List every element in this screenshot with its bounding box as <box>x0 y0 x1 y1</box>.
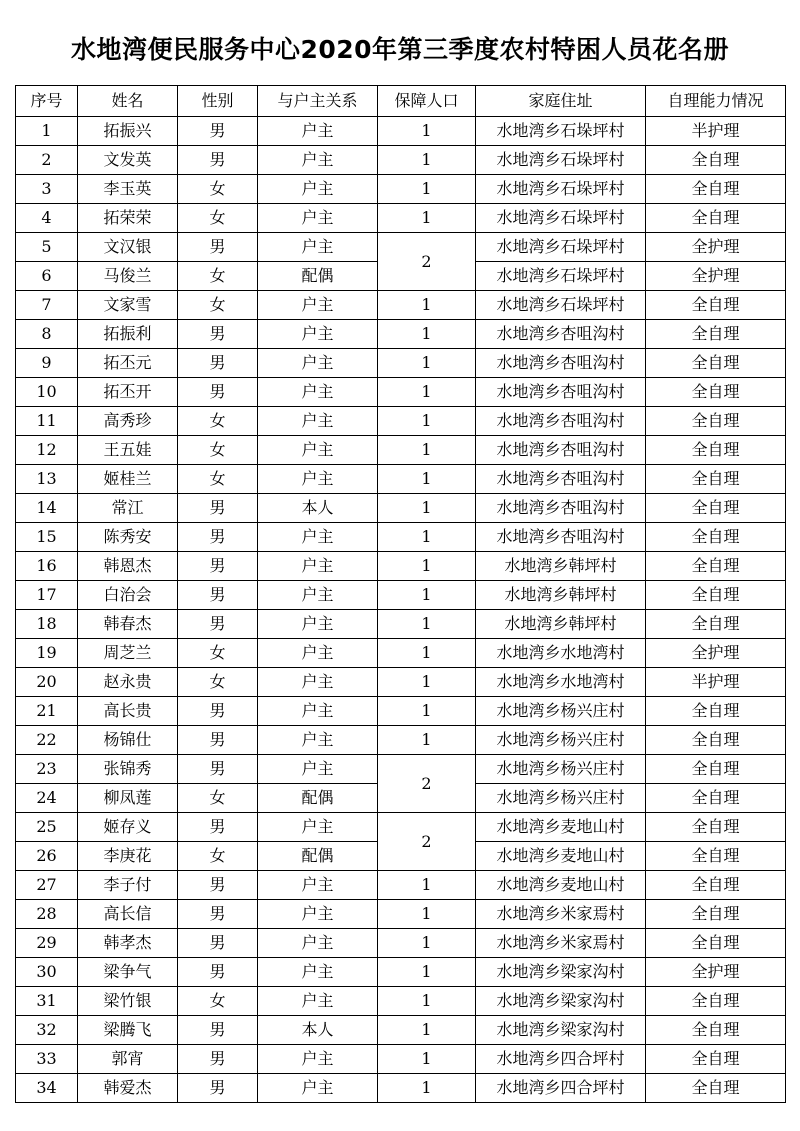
cell-population: 1 <box>378 1074 476 1103</box>
cell-no: 9 <box>16 349 78 378</box>
cell-gender: 男 <box>178 523 258 552</box>
cell-no: 34 <box>16 1074 78 1103</box>
cell-name: 韩恩杰 <box>78 552 178 581</box>
cell-relation: 户主 <box>258 349 378 378</box>
cell-ability: 全自理 <box>646 1045 786 1074</box>
header-no: 序号 <box>16 86 78 117</box>
cell-ability: 全自理 <box>646 436 786 465</box>
table-row <box>16 233 786 262</box>
cell-name: 常江 <box>78 494 178 523</box>
cell-name: 赵永贵 <box>78 668 178 697</box>
cell-population: 1 <box>378 436 476 465</box>
cell-ability: 全护理 <box>646 958 786 987</box>
cell-name: 姬桂兰 <box>78 465 178 494</box>
cell-gender: 女 <box>178 291 258 320</box>
cell-name: 柳凤莲 <box>78 784 178 813</box>
cell-address: 水地湾乡杏咀沟村 <box>476 378 646 407</box>
cell-name: 韩春杰 <box>78 610 178 639</box>
cell-name: 马俊兰 <box>78 262 178 291</box>
cell-ability: 全自理 <box>646 523 786 552</box>
cell-gender: 女 <box>178 204 258 233</box>
cell-name: 姬存义 <box>78 813 178 842</box>
cell-gender: 女 <box>178 987 258 1016</box>
cell-gender: 男 <box>178 755 258 784</box>
cell-no: 19 <box>16 639 78 668</box>
cell-no: 20 <box>16 668 78 697</box>
table-body <box>16 117 786 1103</box>
cell-address: 水地湾乡水地湾村 <box>476 668 646 697</box>
cell-address: 水地湾乡梁家沟村 <box>476 958 646 987</box>
cell-no: 24 <box>16 784 78 813</box>
cell-ability: 全自理 <box>646 842 786 871</box>
cell-name: 陈秀安 <box>78 523 178 552</box>
cell-gender: 女 <box>178 407 258 436</box>
cell-relation: 配偶 <box>258 784 378 813</box>
cell-no: 12 <box>16 436 78 465</box>
cell-no: 1 <box>16 117 78 146</box>
cell-ability: 全自理 <box>646 349 786 378</box>
cell-relation: 户主 <box>258 639 378 668</box>
table-header <box>16 86 786 117</box>
cell-name: 张锦秀 <box>78 755 178 784</box>
cell-name: 拓荣荣 <box>78 204 178 233</box>
cell-name: 拓丕开 <box>78 378 178 407</box>
cell-address: 水地湾乡石垛坪村 <box>476 146 646 175</box>
table-row <box>16 1016 786 1045</box>
cell-gender: 男 <box>178 610 258 639</box>
table-row <box>16 465 786 494</box>
cell-no: 25 <box>16 813 78 842</box>
cell-ability: 全自理 <box>646 784 786 813</box>
cell-ability: 全自理 <box>646 581 786 610</box>
cell-relation: 户主 <box>258 146 378 175</box>
table-row <box>16 552 786 581</box>
cell-ability: 全护理 <box>646 262 786 291</box>
table-row <box>16 204 786 233</box>
cell-address: 水地湾乡四合坪村 <box>476 1074 646 1103</box>
cell-relation: 户主 <box>258 726 378 755</box>
cell-no: 26 <box>16 842 78 871</box>
cell-no: 2 <box>16 146 78 175</box>
cell-gender: 女 <box>178 262 258 291</box>
cell-address: 水地湾乡杏咀沟村 <box>476 436 646 465</box>
table-row <box>16 1045 786 1074</box>
cell-ability: 全自理 <box>646 378 786 407</box>
cell-relation: 户主 <box>258 900 378 929</box>
cell-ability: 全自理 <box>646 146 786 175</box>
cell-relation: 户主 <box>258 813 378 842</box>
cell-address: 水地湾乡麦地山村 <box>476 813 646 842</box>
cell-population: 1 <box>378 958 476 987</box>
cell-address: 水地湾乡韩坪村 <box>476 610 646 639</box>
cell-no: 28 <box>16 900 78 929</box>
cell-no: 21 <box>16 697 78 726</box>
cell-address: 水地湾乡梁家沟村 <box>476 1016 646 1045</box>
cell-population: 1 <box>378 378 476 407</box>
cell-name: 李玉英 <box>78 175 178 204</box>
cell-address: 水地湾乡杏咀沟村 <box>476 407 646 436</box>
cell-address: 水地湾乡杏咀沟村 <box>476 523 646 552</box>
cell-relation: 户主 <box>258 436 378 465</box>
table-row <box>16 987 786 1016</box>
cell-relation: 户主 <box>258 610 378 639</box>
cell-address: 水地湾乡石垛坪村 <box>476 175 646 204</box>
cell-population: 1 <box>378 726 476 755</box>
table-row <box>16 900 786 929</box>
header-address: 家庭住址 <box>476 86 646 117</box>
cell-no: 22 <box>16 726 78 755</box>
cell-gender: 男 <box>178 378 258 407</box>
cell-population: 1 <box>378 523 476 552</box>
cell-no: 27 <box>16 871 78 900</box>
cell-no: 18 <box>16 610 78 639</box>
table-row <box>16 958 786 987</box>
table-row <box>16 494 786 523</box>
cell-ability: 全自理 <box>646 407 786 436</box>
table-row <box>16 755 786 784</box>
cell-address: 水地湾乡米家焉村 <box>476 900 646 929</box>
cell-name: 周芝兰 <box>78 639 178 668</box>
cell-gender: 男 <box>178 813 258 842</box>
cell-gender: 男 <box>178 900 258 929</box>
cell-population: 2 <box>378 755 476 813</box>
cell-ability: 全自理 <box>646 929 786 958</box>
cell-population: 2 <box>378 233 476 291</box>
cell-population: 1 <box>378 146 476 175</box>
cell-relation: 户主 <box>258 958 378 987</box>
header-gender: 性别 <box>178 86 258 117</box>
cell-name: 高秀珍 <box>78 407 178 436</box>
table-row <box>16 610 786 639</box>
cell-ability: 全自理 <box>646 204 786 233</box>
cell-population: 1 <box>378 552 476 581</box>
cell-gender: 男 <box>178 726 258 755</box>
cell-no: 7 <box>16 291 78 320</box>
table-row <box>16 929 786 958</box>
cell-relation: 户主 <box>258 1045 378 1074</box>
cell-address: 水地湾乡杨兴庄村 <box>476 755 646 784</box>
cell-relation: 户主 <box>258 1074 378 1103</box>
cell-population: 1 <box>378 291 476 320</box>
cell-ability: 全自理 <box>646 1074 786 1103</box>
cell-name: 梁腾飞 <box>78 1016 178 1045</box>
cell-gender: 女 <box>178 436 258 465</box>
cell-gender: 女 <box>178 842 258 871</box>
cell-name: 拓丕元 <box>78 349 178 378</box>
header-relation: 与户主关系 <box>258 86 378 117</box>
cell-address: 水地湾乡杨兴庄村 <box>476 784 646 813</box>
cell-gender: 男 <box>178 1074 258 1103</box>
cell-ability: 全自理 <box>646 755 786 784</box>
cell-name: 李子付 <box>78 871 178 900</box>
cell-address: 水地湾乡石垛坪村 <box>476 204 646 233</box>
cell-address: 水地湾乡杏咀沟村 <box>476 349 646 378</box>
cell-gender: 女 <box>178 175 258 204</box>
cell-name: 李庚花 <box>78 842 178 871</box>
cell-ability: 全护理 <box>646 233 786 262</box>
cell-relation: 户主 <box>258 407 378 436</box>
cell-population: 1 <box>378 117 476 146</box>
cell-ability: 全自理 <box>646 552 786 581</box>
cell-population: 1 <box>378 581 476 610</box>
cell-gender: 女 <box>178 639 258 668</box>
cell-population: 1 <box>378 900 476 929</box>
cell-relation: 户主 <box>258 291 378 320</box>
cell-no: 5 <box>16 233 78 262</box>
cell-gender: 男 <box>178 117 258 146</box>
cell-address: 水地湾乡杏咀沟村 <box>476 465 646 494</box>
table-row <box>16 320 786 349</box>
table-row <box>16 871 786 900</box>
cell-name: 文发英 <box>78 146 178 175</box>
cell-relation: 户主 <box>258 465 378 494</box>
cell-name: 韩爱杰 <box>78 1074 178 1103</box>
cell-relation: 户主 <box>258 552 378 581</box>
cell-ability: 全自理 <box>646 610 786 639</box>
table-row <box>16 697 786 726</box>
table-row <box>16 175 786 204</box>
cell-ability: 全自理 <box>646 871 786 900</box>
cell-gender: 男 <box>178 697 258 726</box>
cell-name: 高长信 <box>78 900 178 929</box>
cell-relation: 户主 <box>258 320 378 349</box>
cell-no: 32 <box>16 1016 78 1045</box>
cell-ability: 全自理 <box>646 900 786 929</box>
cell-name: 拓振兴 <box>78 117 178 146</box>
cell-no: 15 <box>16 523 78 552</box>
cell-population: 2 <box>378 813 476 871</box>
cell-ability: 全自理 <box>646 320 786 349</box>
cell-relation: 户主 <box>258 929 378 958</box>
cell-gender: 男 <box>178 929 258 958</box>
cell-relation: 本人 <box>258 1016 378 1045</box>
cell-address: 水地湾乡石垛坪村 <box>476 117 646 146</box>
cell-gender: 女 <box>178 784 258 813</box>
cell-ability: 全自理 <box>646 465 786 494</box>
cell-name: 白治会 <box>78 581 178 610</box>
cell-ability: 半护理 <box>646 117 786 146</box>
cell-population: 1 <box>378 175 476 204</box>
cell-gender: 男 <box>178 494 258 523</box>
cell-gender: 女 <box>178 465 258 494</box>
cell-population: 1 <box>378 987 476 1016</box>
header-row <box>16 86 786 117</box>
cell-relation: 户主 <box>258 581 378 610</box>
cell-population: 1 <box>378 929 476 958</box>
cell-name: 梁争气 <box>78 958 178 987</box>
cell-no: 6 <box>16 262 78 291</box>
table-row <box>16 581 786 610</box>
table-row <box>16 639 786 668</box>
cell-gender: 男 <box>178 349 258 378</box>
cell-name: 文家雪 <box>78 291 178 320</box>
table-row <box>16 1074 786 1103</box>
table-row <box>16 291 786 320</box>
cell-gender: 男 <box>178 958 258 987</box>
cell-name: 韩孝杰 <box>78 929 178 958</box>
cell-name: 梁竹银 <box>78 987 178 1016</box>
cell-population: 1 <box>378 407 476 436</box>
cell-address: 水地湾乡麦地山村 <box>476 871 646 900</box>
table-row <box>16 726 786 755</box>
cell-relation: 户主 <box>258 378 378 407</box>
cell-relation: 户主 <box>258 175 378 204</box>
cell-no: 31 <box>16 987 78 1016</box>
cell-relation: 配偶 <box>258 262 378 291</box>
table-row <box>16 117 786 146</box>
table-row <box>16 813 786 842</box>
cell-gender: 男 <box>178 146 258 175</box>
cell-gender: 男 <box>178 552 258 581</box>
cell-ability: 全自理 <box>646 813 786 842</box>
cell-address: 水地湾乡石垛坪村 <box>476 291 646 320</box>
cell-address: 水地湾乡杏咀沟村 <box>476 494 646 523</box>
cell-population: 1 <box>378 204 476 233</box>
cell-no: 17 <box>16 581 78 610</box>
table-row <box>16 146 786 175</box>
cell-address: 水地湾乡米家焉村 <box>476 929 646 958</box>
cell-name: 郭宵 <box>78 1045 178 1074</box>
cell-address: 水地湾乡四合坪村 <box>476 1045 646 1074</box>
cell-relation: 户主 <box>258 204 378 233</box>
cell-gender: 女 <box>178 668 258 697</box>
cell-no: 29 <box>16 929 78 958</box>
cell-address: 水地湾乡韩坪村 <box>476 581 646 610</box>
header-name: 姓名 <box>78 86 178 117</box>
table-row <box>16 668 786 697</box>
cell-relation: 户主 <box>258 668 378 697</box>
cell-relation: 户主 <box>258 755 378 784</box>
cell-ability: 半护理 <box>646 668 786 697</box>
cell-address: 水地湾乡梁家沟村 <box>476 987 646 1016</box>
page-title: 水地湾便民服务中心2020年第三季度农村特困人员花名册 <box>70 35 730 64</box>
cell-ability: 全自理 <box>646 987 786 1016</box>
cell-gender: 男 <box>178 1045 258 1074</box>
cell-population: 1 <box>378 320 476 349</box>
cell-gender: 男 <box>178 871 258 900</box>
cell-relation: 配偶 <box>258 842 378 871</box>
cell-population: 1 <box>378 1045 476 1074</box>
roster-table <box>15 85 786 1103</box>
cell-population: 1 <box>378 639 476 668</box>
cell-no: 23 <box>16 755 78 784</box>
cell-population: 1 <box>378 349 476 378</box>
cell-no: 3 <box>16 175 78 204</box>
cell-ability: 全自理 <box>646 175 786 204</box>
cell-no: 8 <box>16 320 78 349</box>
cell-no: 11 <box>16 407 78 436</box>
cell-relation: 户主 <box>258 871 378 900</box>
cell-relation: 本人 <box>258 494 378 523</box>
header-population: 保障人口 <box>378 86 476 117</box>
cell-population: 1 <box>378 697 476 726</box>
cell-name: 文汉银 <box>78 233 178 262</box>
cell-address: 水地湾乡石垛坪村 <box>476 233 646 262</box>
cell-relation: 户主 <box>258 117 378 146</box>
cell-no: 30 <box>16 958 78 987</box>
cell-address: 水地湾乡麦地山村 <box>476 842 646 871</box>
cell-gender: 男 <box>178 581 258 610</box>
cell-address: 水地湾乡杨兴庄村 <box>476 726 646 755</box>
cell-population: 1 <box>378 1016 476 1045</box>
cell-no: 16 <box>16 552 78 581</box>
cell-name: 王五娃 <box>78 436 178 465</box>
cell-address: 水地湾乡石垛坪村 <box>476 262 646 291</box>
cell-population: 1 <box>378 668 476 697</box>
header-ability: 自理能力情况 <box>646 86 786 117</box>
cell-ability: 全自理 <box>646 291 786 320</box>
table-row <box>16 349 786 378</box>
cell-no: 13 <box>16 465 78 494</box>
cell-population: 1 <box>378 871 476 900</box>
cell-no: 10 <box>16 378 78 407</box>
cell-ability: 全自理 <box>646 494 786 523</box>
cell-address: 水地湾乡杨兴庄村 <box>476 697 646 726</box>
cell-gender: 男 <box>178 320 258 349</box>
cell-address: 水地湾乡水地湾村 <box>476 639 646 668</box>
table-row <box>16 378 786 407</box>
cell-relation: 户主 <box>258 523 378 552</box>
cell-no: 14 <box>16 494 78 523</box>
cell-population: 1 <box>378 610 476 639</box>
table-row <box>16 407 786 436</box>
cell-no: 4 <box>16 204 78 233</box>
cell-gender: 男 <box>178 233 258 262</box>
cell-address: 水地湾乡韩坪村 <box>476 552 646 581</box>
table-row <box>16 523 786 552</box>
cell-ability: 全自理 <box>646 697 786 726</box>
cell-relation: 户主 <box>258 233 378 262</box>
cell-no: 33 <box>16 1045 78 1074</box>
cell-population: 1 <box>378 465 476 494</box>
cell-relation: 户主 <box>258 987 378 1016</box>
table-row <box>16 436 786 465</box>
cell-ability: 全护理 <box>646 639 786 668</box>
cell-address: 水地湾乡杏咀沟村 <box>476 320 646 349</box>
cell-population: 1 <box>378 494 476 523</box>
cell-name: 拓振利 <box>78 320 178 349</box>
cell-ability: 全自理 <box>646 1016 786 1045</box>
cell-name: 杨锦仕 <box>78 726 178 755</box>
cell-ability: 全自理 <box>646 726 786 755</box>
cell-relation: 户主 <box>258 697 378 726</box>
cell-gender: 男 <box>178 1016 258 1045</box>
cell-name: 高长贵 <box>78 697 178 726</box>
